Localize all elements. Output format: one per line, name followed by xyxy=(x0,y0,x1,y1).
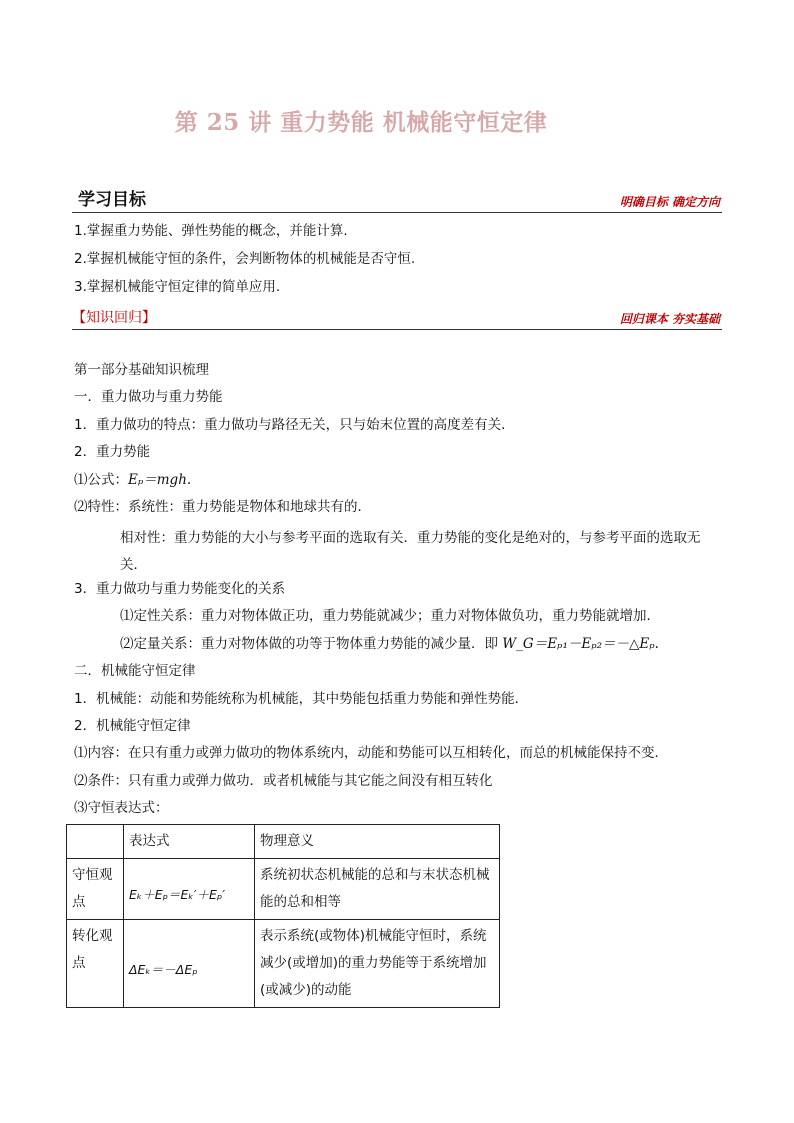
review-tag: 回归课本 夯实基础 xyxy=(619,312,720,326)
work-energy-formula: W_G＝Eₚ₁－Eₚ₂＝－△Eₚ. xyxy=(502,636,659,652)
item-1-2a-label: ⑴公式： xyxy=(74,472,128,488)
part-title: 第一部分基础知识梳理 xyxy=(74,362,209,378)
table-header-cell xyxy=(67,825,124,859)
item-2-1: 1．机械能：动能和势能统称为机械能，其中势能包括重力势能和弹性势能． xyxy=(74,691,529,707)
goals-tag: 明确目标 确定方向 xyxy=(619,195,720,209)
section-2-heading: 二．机械能守恒定律 xyxy=(74,663,196,679)
item-1-3a: ⑴定性关系：重力对物体做正功，重力势能就减少；重力对物体做负功，重力势能就增加． xyxy=(120,608,660,624)
table-cell-meaning: 系统初状态机械能的总和与末状态机械能的总和相等 xyxy=(255,859,500,920)
item-1-2b: ⑵特性：系统性：重力势能是物体和地球共有的． xyxy=(74,499,371,515)
table-cell-view: 守恒观点 xyxy=(67,859,124,920)
item-1-3b xyxy=(120,635,659,653)
table-header-row xyxy=(67,825,500,859)
goal-item-1: 1.掌握重力势能、弹性势能的概念，并能计算. xyxy=(74,223,348,239)
table-header-cell: 物理意义 xyxy=(255,825,500,859)
item-2-2c: ⑶守恒表达式： xyxy=(74,800,169,816)
review-header xyxy=(72,309,722,330)
item-1-1: 1．重力做功的特点：重力做功与路径无关，只与始末位置的高度差有关． xyxy=(74,417,515,433)
review-heading: 【知识回归】 xyxy=(72,310,156,326)
item-2-2: 2．机械能守恒定律 xyxy=(74,718,191,734)
table-cell-expr: Eₖ＋Eₚ＝Eₖ′＋Eₚ′ xyxy=(124,859,255,920)
item-2-2b: ⑵条件：只有重力或弹力做功．或者机械能与其它能之间没有相互转化 xyxy=(74,773,493,789)
table-cell-meaning: 表示系统(或物体)机械能守恒时，系统减少(或增加)的重力势能等于系统增加(或减少)的动能 xyxy=(255,920,500,1008)
goal-item-2: 2.掌握机械能守恒的条件，会判断物体的机械能是否守恒. xyxy=(74,251,416,267)
table-row xyxy=(67,859,500,920)
table-row xyxy=(67,920,500,1008)
item-1-2a xyxy=(74,471,191,489)
potential-energy-formula: Eₚ＝mgh. xyxy=(128,472,192,488)
page-title: 第 25 讲 重力势能 机械能守恒定律 xyxy=(174,109,548,136)
item-1-3b-label: ⑵定量关系：重力对物体做的功等于物体重力势能的减少量．即 xyxy=(120,636,503,652)
table-cell-expr: ΔEₖ＝－ΔEₚ xyxy=(124,920,255,1008)
goals-header xyxy=(72,190,722,213)
table-header-cell: 表达式 xyxy=(124,825,255,859)
item-1-2: 2．重力势能 xyxy=(74,444,151,460)
item-1-3: 3．重力做功与重力势能变化的关系 xyxy=(74,581,286,597)
goal-item-3: 3.掌握机械能守恒定律的简单应用. xyxy=(74,279,281,295)
conservation-table xyxy=(66,824,500,1008)
item-2-2a: ⑴内容：在只有重力或弹力做功的物体系统内，动能和势能可以互相转化，而总的机械能保持不变． xyxy=(74,745,668,761)
section-1-heading: 一．重力做功与重力势能 xyxy=(74,389,223,405)
item-1-2c: 相对性：重力势能的大小与参考平面的选取有关．重力势能的变化是绝对的，与参考平面的选取无关． xyxy=(120,530,701,573)
table-cell-view: 转化观点 xyxy=(67,920,124,1008)
goals-heading: 学习目标 xyxy=(78,190,146,210)
